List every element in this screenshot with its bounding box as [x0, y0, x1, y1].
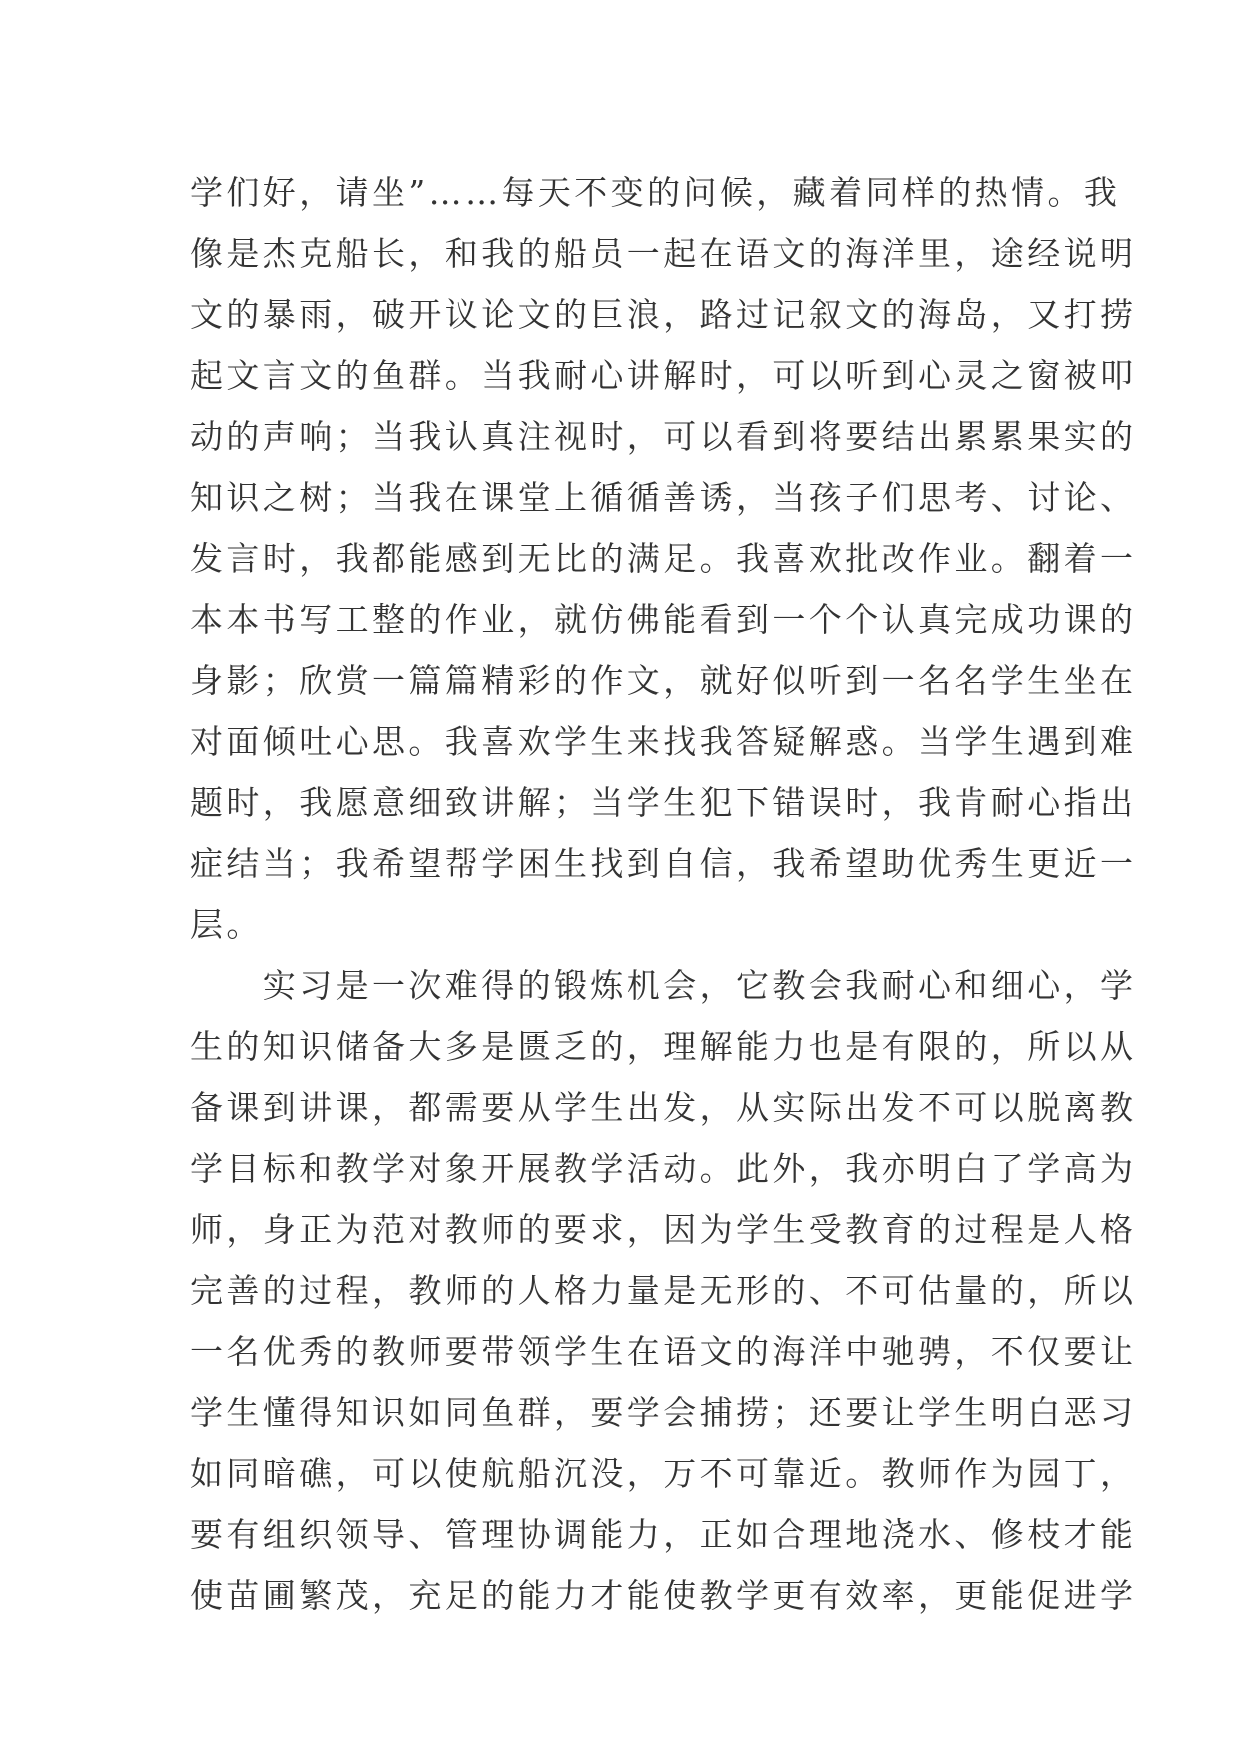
text-line: 完善的过程，教师的人格力量是无形的、不可估量的，所以 — [190, 1271, 1137, 1310]
text-line: 如同暗礁，可以使航船沉没，万不可靠近。教师作为园丁， — [190, 1454, 1137, 1493]
text-line: 要有组织领导、管理协调能力，正如合理地浇水、修枝才能 — [190, 1515, 1137, 1554]
text-line: 层。 — [190, 905, 263, 944]
text-line: 一名优秀的教师要带领学生在语文的海洋中驰骋，不仅要让 — [190, 1332, 1137, 1371]
text-line: 学生懂得知识如同鱼群，要学会捕捞；还要让学生明白恶习 — [190, 1393, 1137, 1432]
text-line: 发言时，我都能感到无比的满足。我喜欢批改作业。翻着一 — [190, 539, 1137, 578]
text-line: 知识之树；当我在课堂上循循善诱，当孩子们思考、讨论、 — [190, 478, 1137, 517]
text-line: 症结当；我希望帮学困生找到自信，我希望助优秀生更近一 — [190, 844, 1137, 883]
text-line: 生的知识储备大多是匮乏的，理解能力也是有限的，所以从 — [190, 1027, 1137, 1066]
text-line: 像是杰克船长，和我的船员一起在语文的海洋里，途经说明 — [190, 234, 1137, 273]
text-line: 身影；欣赏一篇篇精彩的作文，就好似听到一名名学生坐在 — [190, 661, 1137, 700]
text-line: 本本书写工整的作业，就仿佛能看到一个个认真完成功课的 — [190, 600, 1137, 639]
text-line: 对面倾吐心思。我喜欢学生来找我答疑解惑。当学生遇到难 — [190, 722, 1137, 761]
text-line: 学们好，请坐”……每天不变的问候，藏着同样的热情。我 — [190, 173, 1121, 212]
text-line: 实习是一次难得的锻炼机会，它教会我耐心和细心，学 — [190, 966, 1137, 1005]
text-line: 题时，我愿意细致讲解；当学生犯下错误时，我肯耐心指出 — [190, 783, 1137, 822]
text-line: 师，身正为范对教师的要求，因为学生受教育的过程是人格 — [190, 1210, 1137, 1249]
body-text — [190, 162, 1137, 1626]
text-line: 起文言文的鱼群。当我耐心讲解时，可以听到心灵之窗被叩 — [190, 356, 1137, 395]
text-line: 备课到讲课，都需要从学生出发，从实际出发不可以脱离教 — [190, 1088, 1137, 1127]
text-line: 使苗圃繁茂，充足的能力才能使教学更有效率，更能促进学 — [190, 1576, 1137, 1615]
text-line: 动的声响；当我认真注视时，可以看到将要结出累累果实的 — [190, 417, 1137, 456]
text-line: 文的暴雨，破开议论文的巨浪，路过记叙文的海岛，又打捞 — [190, 295, 1137, 334]
text-line: 学目标和教学对象开展教学活动。此外，我亦明白了学高为 — [190, 1149, 1137, 1188]
